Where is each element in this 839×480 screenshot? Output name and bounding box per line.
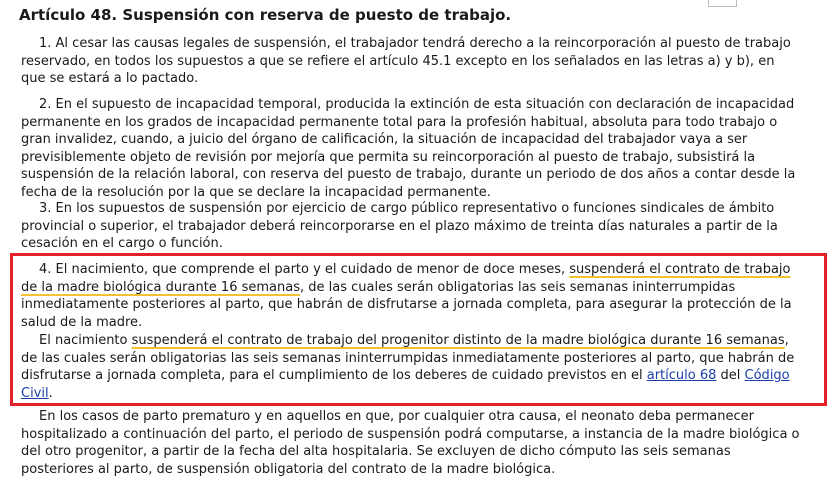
link-articulo-68[interactable]: artículo 68 (646, 368, 717, 384)
text-line (21, 367, 824, 385)
text-line: cesación en el cargo o función. (21, 236, 223, 252)
text-line: provincial o superior, el trabajador deberá reincorporarse en el plazo máximo de treinta días naturales a partir de la (21, 218, 778, 234)
text-line: salud de la madre. (21, 314, 143, 330)
text-line: previsiblemente objeto de revisión por mejoría que permita su reincorporación al puesto de trabajo, subsistirá la (21, 149, 756, 165)
text-line: fecha de la resolución por la que se declare la incapacidad permanente. (21, 184, 491, 200)
paragraph-4 (21, 261, 824, 331)
text-line (21, 332, 824, 350)
link-codigo-civil[interactable]: Civil (21, 385, 49, 401)
text-run: del (716, 368, 745, 384)
text-line: suspensión de la relación laboral, con reserva del puesto de trabajo, durante un periodo de dos años a contar desde la (21, 167, 796, 183)
text-line: del otro progenitor, a partir de la fecha del alta hospitalaria. Se excluyen de dicho cómputo las seis semanas (21, 444, 731, 460)
text-run: disfrutarse a jornada completa, para el cumplimiento de los deberes de cuidado previstos en el (21, 368, 647, 384)
corner-box (708, 0, 737, 7)
text-line: reservado, en todos los supuestos a que se refiere el artículo 45.1 excepto en los señalados en las letras a) y b), en (21, 53, 775, 69)
highlighted-text: suspenderá el contrato de trabajo (569, 262, 791, 277)
highlighted-text: suspenderá el contrato de trabajo del progenitor distinto de la madre biológica durante 16 semanas (131, 333, 785, 348)
text-run: , (784, 333, 789, 348)
text-line: 1. Al cesar las causas legales de suspensión, el trabajador tendrá derecho a la reincorporación al puesto de trabajo (39, 36, 791, 51)
text-line: gran invalidez, cuando, a juicio del órgano de calificación, la situación de incapacidad del trabajador vaya a ser (21, 132, 748, 148)
text-line: hospitalizado a continuación del parto, el periodo de suspensión podrá computarse, a instancia de la madre biológica o (21, 426, 800, 442)
text-line: que se estará a lo pactado. (21, 71, 199, 87)
text-run: El nacimiento (39, 333, 132, 348)
text-line: permanente en los grados de incapacidad permanente total para la profesión habitual, absoluta para todo trabajo o (21, 114, 778, 130)
text-run: . (48, 385, 53, 401)
paragraph-5 (21, 332, 824, 402)
article-title: Artículo 48. Suspensión con reserva de puesto de trabajo. (19, 6, 512, 24)
paragraph-6 (21, 408, 824, 478)
text-line (21, 261, 824, 279)
paragraph-1 (21, 35, 824, 88)
paragraph-2 (21, 96, 824, 202)
text-line: 3. En los supuestos de suspensión por ejercicio de cargo público representativo o funciones sindicales de ámbito (39, 201, 775, 216)
highlighted-text: de la madre biológica durante 16 semanas (21, 279, 300, 295)
text-line: En los casos de parto prematuro y en aquellos en que, por cualquier otra causa, el neonato deba permanecer (39, 409, 754, 424)
text-run: , de las cuales serán obligatorias las seis semanas ininterrumpidas (299, 279, 736, 295)
link-codigo-civil[interactable]: Código (744, 368, 790, 384)
text-line: de las cuales serán obligatorias las seis semanas ininterrumpidas inmediatamente posteriores al parto, que habrán de (21, 350, 795, 366)
text-run: 4. El nacimiento, que comprende el parto y el cuidado de menor de doce meses, (39, 262, 570, 277)
text-line: posteriores al parto, de suspensión obligatoria del contrato de la madre biológica. (21, 461, 556, 477)
paragraph-3 (21, 200, 824, 253)
text-line: 2. En el supuesto de incapacidad temporal, producida la extinción de esta situación con declaración de incapacidad (39, 97, 795, 112)
text-line: inmediatamente posteriores al parto, que habrán de disfrutarse a jornada completa, para asegurar la protección de la (21, 297, 792, 313)
text-line (21, 279, 824, 297)
text-line (21, 385, 824, 403)
